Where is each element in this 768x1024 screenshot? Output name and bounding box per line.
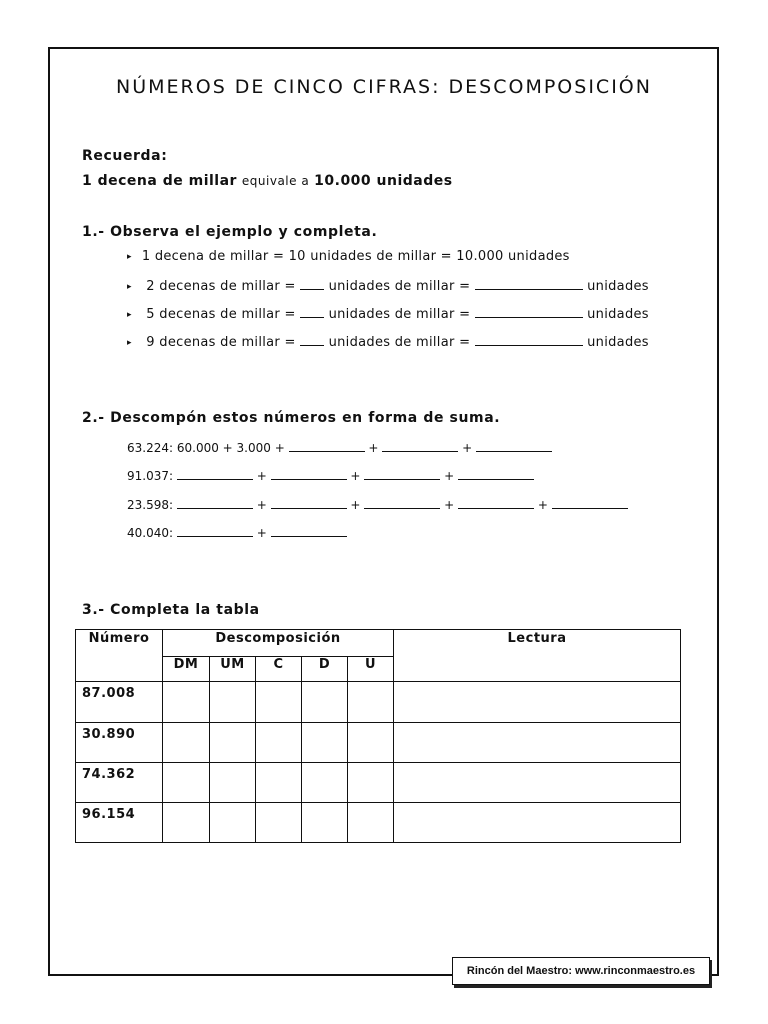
cell-lectura[interactable] — [394, 723, 681, 763]
plus-sign: + — [256, 526, 267, 540]
table-row — [76, 803, 681, 843]
answer-blank[interactable] — [476, 439, 552, 452]
cell-lectura[interactable] — [394, 682, 681, 723]
item-start: 9 decenas de millar = — [146, 335, 296, 350]
answer-blank[interactable] — [271, 496, 347, 509]
section3-heading: 3.- Completa la tabla — [82, 602, 260, 618]
footer-credit: Rincón del Maestro: www.rinconmaestro.es — [452, 957, 710, 985]
header-lectura: Lectura — [394, 630, 681, 682]
plus-sign: + — [444, 469, 455, 483]
table-row — [76, 723, 681, 763]
cell-dm[interactable] — [163, 763, 210, 803]
item-mid: unidades de millar = — [328, 307, 471, 322]
decomposition-row — [127, 439, 552, 455]
answer-blank[interactable] — [475, 277, 583, 290]
table-row — [76, 763, 681, 803]
item-mid: unidades de millar = — [328, 279, 471, 294]
cell-c[interactable] — [256, 723, 302, 763]
cell-dm[interactable] — [163, 682, 210, 723]
answer-blank[interactable] — [300, 333, 324, 346]
answer-blank[interactable] — [300, 277, 324, 290]
plus-sign: + — [462, 441, 473, 455]
number-label: 63.224: — [127, 441, 174, 455]
header-c: C — [256, 657, 302, 682]
section1-heading: 1.- Observa el ejemplo y completa. — [82, 224, 378, 240]
answer-blank[interactable] — [475, 305, 583, 318]
reminder-part3: 10.000 unidades — [314, 173, 453, 189]
cell-um[interactable] — [210, 682, 256, 723]
plus-sign: + — [444, 498, 455, 512]
reminder-part1: 1 decena de millar — [82, 173, 237, 189]
plus-sign: + — [256, 498, 267, 512]
answer-blank[interactable] — [382, 439, 458, 452]
cell-c[interactable] — [256, 763, 302, 803]
cell-d[interactable] — [302, 763, 348, 803]
reminder-part2: equivale a — [241, 174, 310, 188]
number-label: 91.037: — [127, 469, 174, 483]
header-d: D — [302, 657, 348, 682]
item-mid: unidades de millar = — [328, 335, 471, 350]
cell-d[interactable] — [302, 682, 348, 723]
cell-dm[interactable] — [163, 723, 210, 763]
page-title: NÚMEROS DE CINCO CIFRAS: DESCOMPOSICIÓN — [116, 76, 652, 98]
answer-blank[interactable] — [458, 496, 534, 509]
cell-um[interactable] — [210, 763, 256, 803]
cell-lectura[interactable] — [394, 763, 681, 803]
item-end: unidades — [587, 335, 649, 350]
plus-sign: + — [350, 498, 361, 512]
plus-sign: + — [368, 441, 379, 455]
section1-item — [127, 305, 649, 322]
header-um: UM — [210, 657, 256, 682]
answer-blank[interactable] — [271, 467, 347, 480]
answer-blank[interactable] — [458, 467, 534, 480]
answer-blank[interactable] — [364, 467, 440, 480]
cell-u[interactable] — [348, 723, 394, 763]
row-number: 30.890 — [76, 723, 163, 763]
reminder-label: Recuerda: — [82, 148, 168, 164]
item-start: 2 decenas de millar = — [146, 279, 296, 294]
section1-item — [127, 277, 649, 294]
reminder-text — [82, 173, 453, 189]
decomposition-row — [127, 524, 347, 540]
item-end: unidades — [587, 307, 649, 322]
row-number: 74.362 — [76, 763, 163, 803]
header-dm: DM — [163, 657, 210, 682]
answer-blank[interactable] — [271, 524, 347, 537]
plus-sign: + — [537, 498, 548, 512]
number-label: 23.598: — [127, 498, 174, 512]
cell-c[interactable] — [256, 682, 302, 723]
answer-blank[interactable] — [364, 496, 440, 509]
answer-blank[interactable] — [177, 467, 253, 480]
cell-u[interactable] — [348, 763, 394, 803]
answer-blank[interactable] — [475, 333, 583, 346]
table-row — [76, 682, 681, 723]
decomposition-row — [127, 496, 628, 512]
cell-lectura[interactable] — [394, 803, 681, 843]
number-label: 40.040: — [127, 526, 174, 540]
item-end: unidades — [587, 279, 649, 294]
cell-um[interactable] — [210, 723, 256, 763]
decomposition-row — [127, 467, 534, 483]
plus-sign: + — [256, 469, 267, 483]
section2-heading: 2.- Descompón estos números en forma de suma. — [82, 410, 501, 426]
cell-u[interactable] — [348, 682, 394, 723]
answer-blank[interactable] — [552, 496, 628, 509]
item-start: 5 decenas de millar = — [146, 307, 296, 322]
header-numero: Número — [76, 630, 163, 682]
answer-blank[interactable] — [177, 496, 253, 509]
header-descomposicion: Descomposición — [163, 630, 394, 657]
section1-item — [127, 333, 649, 350]
given-terms: 60.000 + 3.000 + — [176, 441, 285, 455]
answer-blank[interactable] — [289, 439, 365, 452]
cell-u[interactable] — [348, 803, 394, 843]
decomposition-table — [75, 629, 681, 843]
row-number: 96.154 — [76, 803, 163, 843]
cell-dm[interactable] — [163, 803, 210, 843]
answer-blank[interactable] — [177, 524, 253, 537]
cell-c[interactable] — [256, 803, 302, 843]
section1-example — [127, 249, 570, 264]
header-u: U — [348, 657, 394, 682]
plus-sign: + — [350, 469, 361, 483]
cell-um[interactable] — [210, 803, 256, 843]
row-number: 87.008 — [76, 682, 163, 723]
answer-blank[interactable] — [300, 305, 324, 318]
cell-d[interactable] — [302, 803, 348, 843]
cell-d[interactable] — [302, 723, 348, 763]
example-text: 1 decena de millar = 10 unidades de millar = 10.000 unidades — [141, 249, 570, 264]
